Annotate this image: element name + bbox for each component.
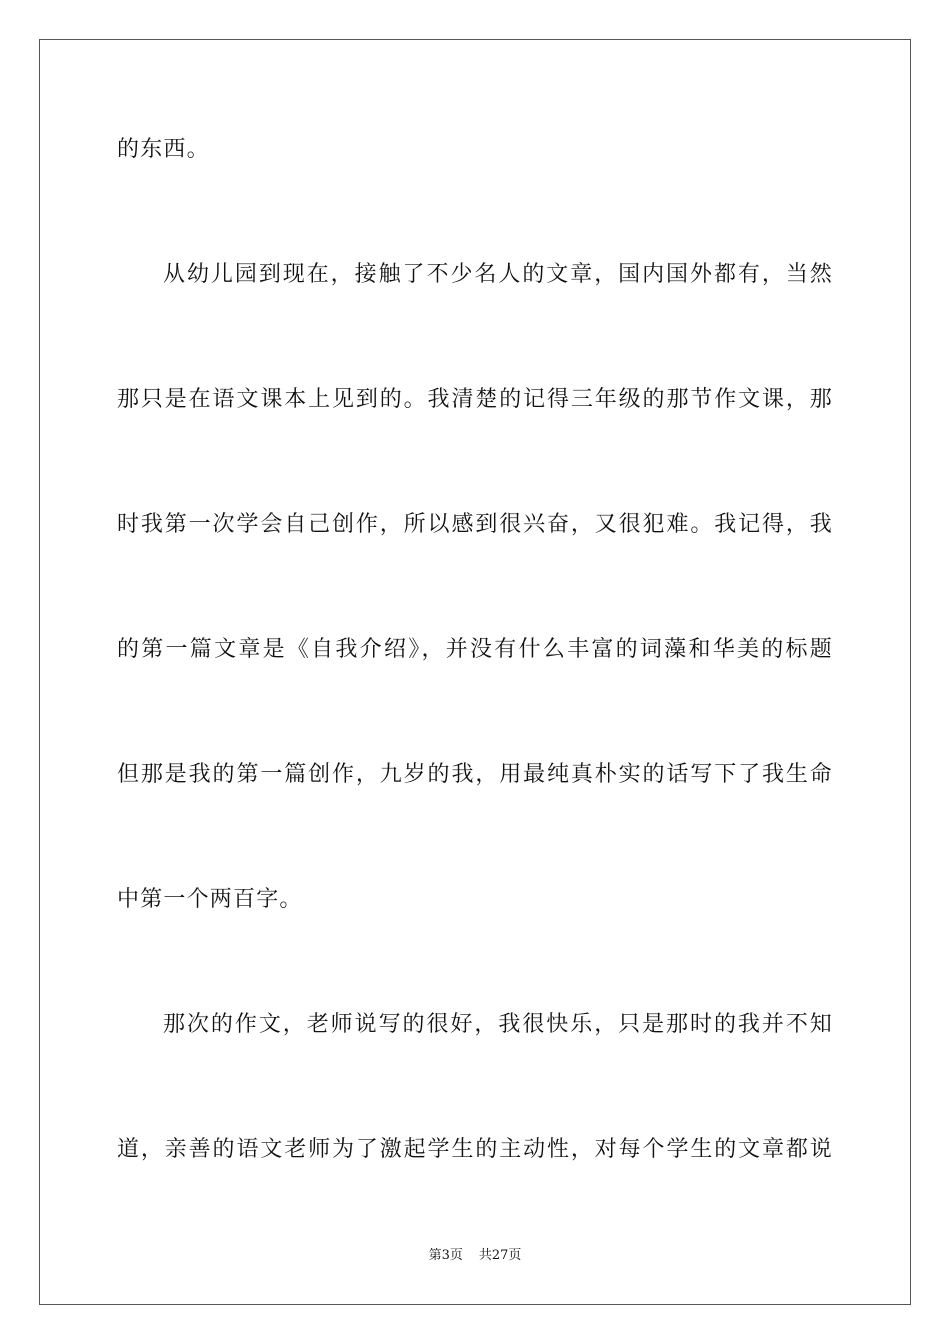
current-page-number: 第3页 bbox=[428, 1248, 463, 1263]
text-line: 时我第一次学会自己创作，所以感到很兴奋，又很犯难。我记得，我 bbox=[117, 512, 833, 537]
text-line: 那次的作文，老师说写的很好，我很快乐，只是那时的我并不知 bbox=[163, 1012, 833, 1037]
page-border bbox=[39, 39, 911, 1305]
text-line: 道，亲善的语文老师为了激起学生的主动性，对每个学生的文章都说 bbox=[117, 1137, 833, 1162]
page-footer bbox=[0, 1247, 950, 1265]
text-line: 从幼儿园到现在，接触了不少名人的文章，国内国外都有，当然 bbox=[163, 262, 833, 287]
text-line: 的东西。 bbox=[117, 137, 210, 162]
total-page-count: 共27页 bbox=[478, 1248, 522, 1263]
text-line: 的第一篇文章是《自我介绍》，并没有什么丰富的词藻和华美的标题 bbox=[117, 637, 833, 662]
text-line: 中第一个两百字。 bbox=[117, 887, 303, 912]
text-line: 那只是在语文课本上见到的。我清楚的记得三年级的那节作文课，那 bbox=[117, 387, 833, 412]
text-line: 但那是我的第一篇创作，九岁的我，用最纯真朴实的话写下了我生命 bbox=[117, 762, 833, 787]
